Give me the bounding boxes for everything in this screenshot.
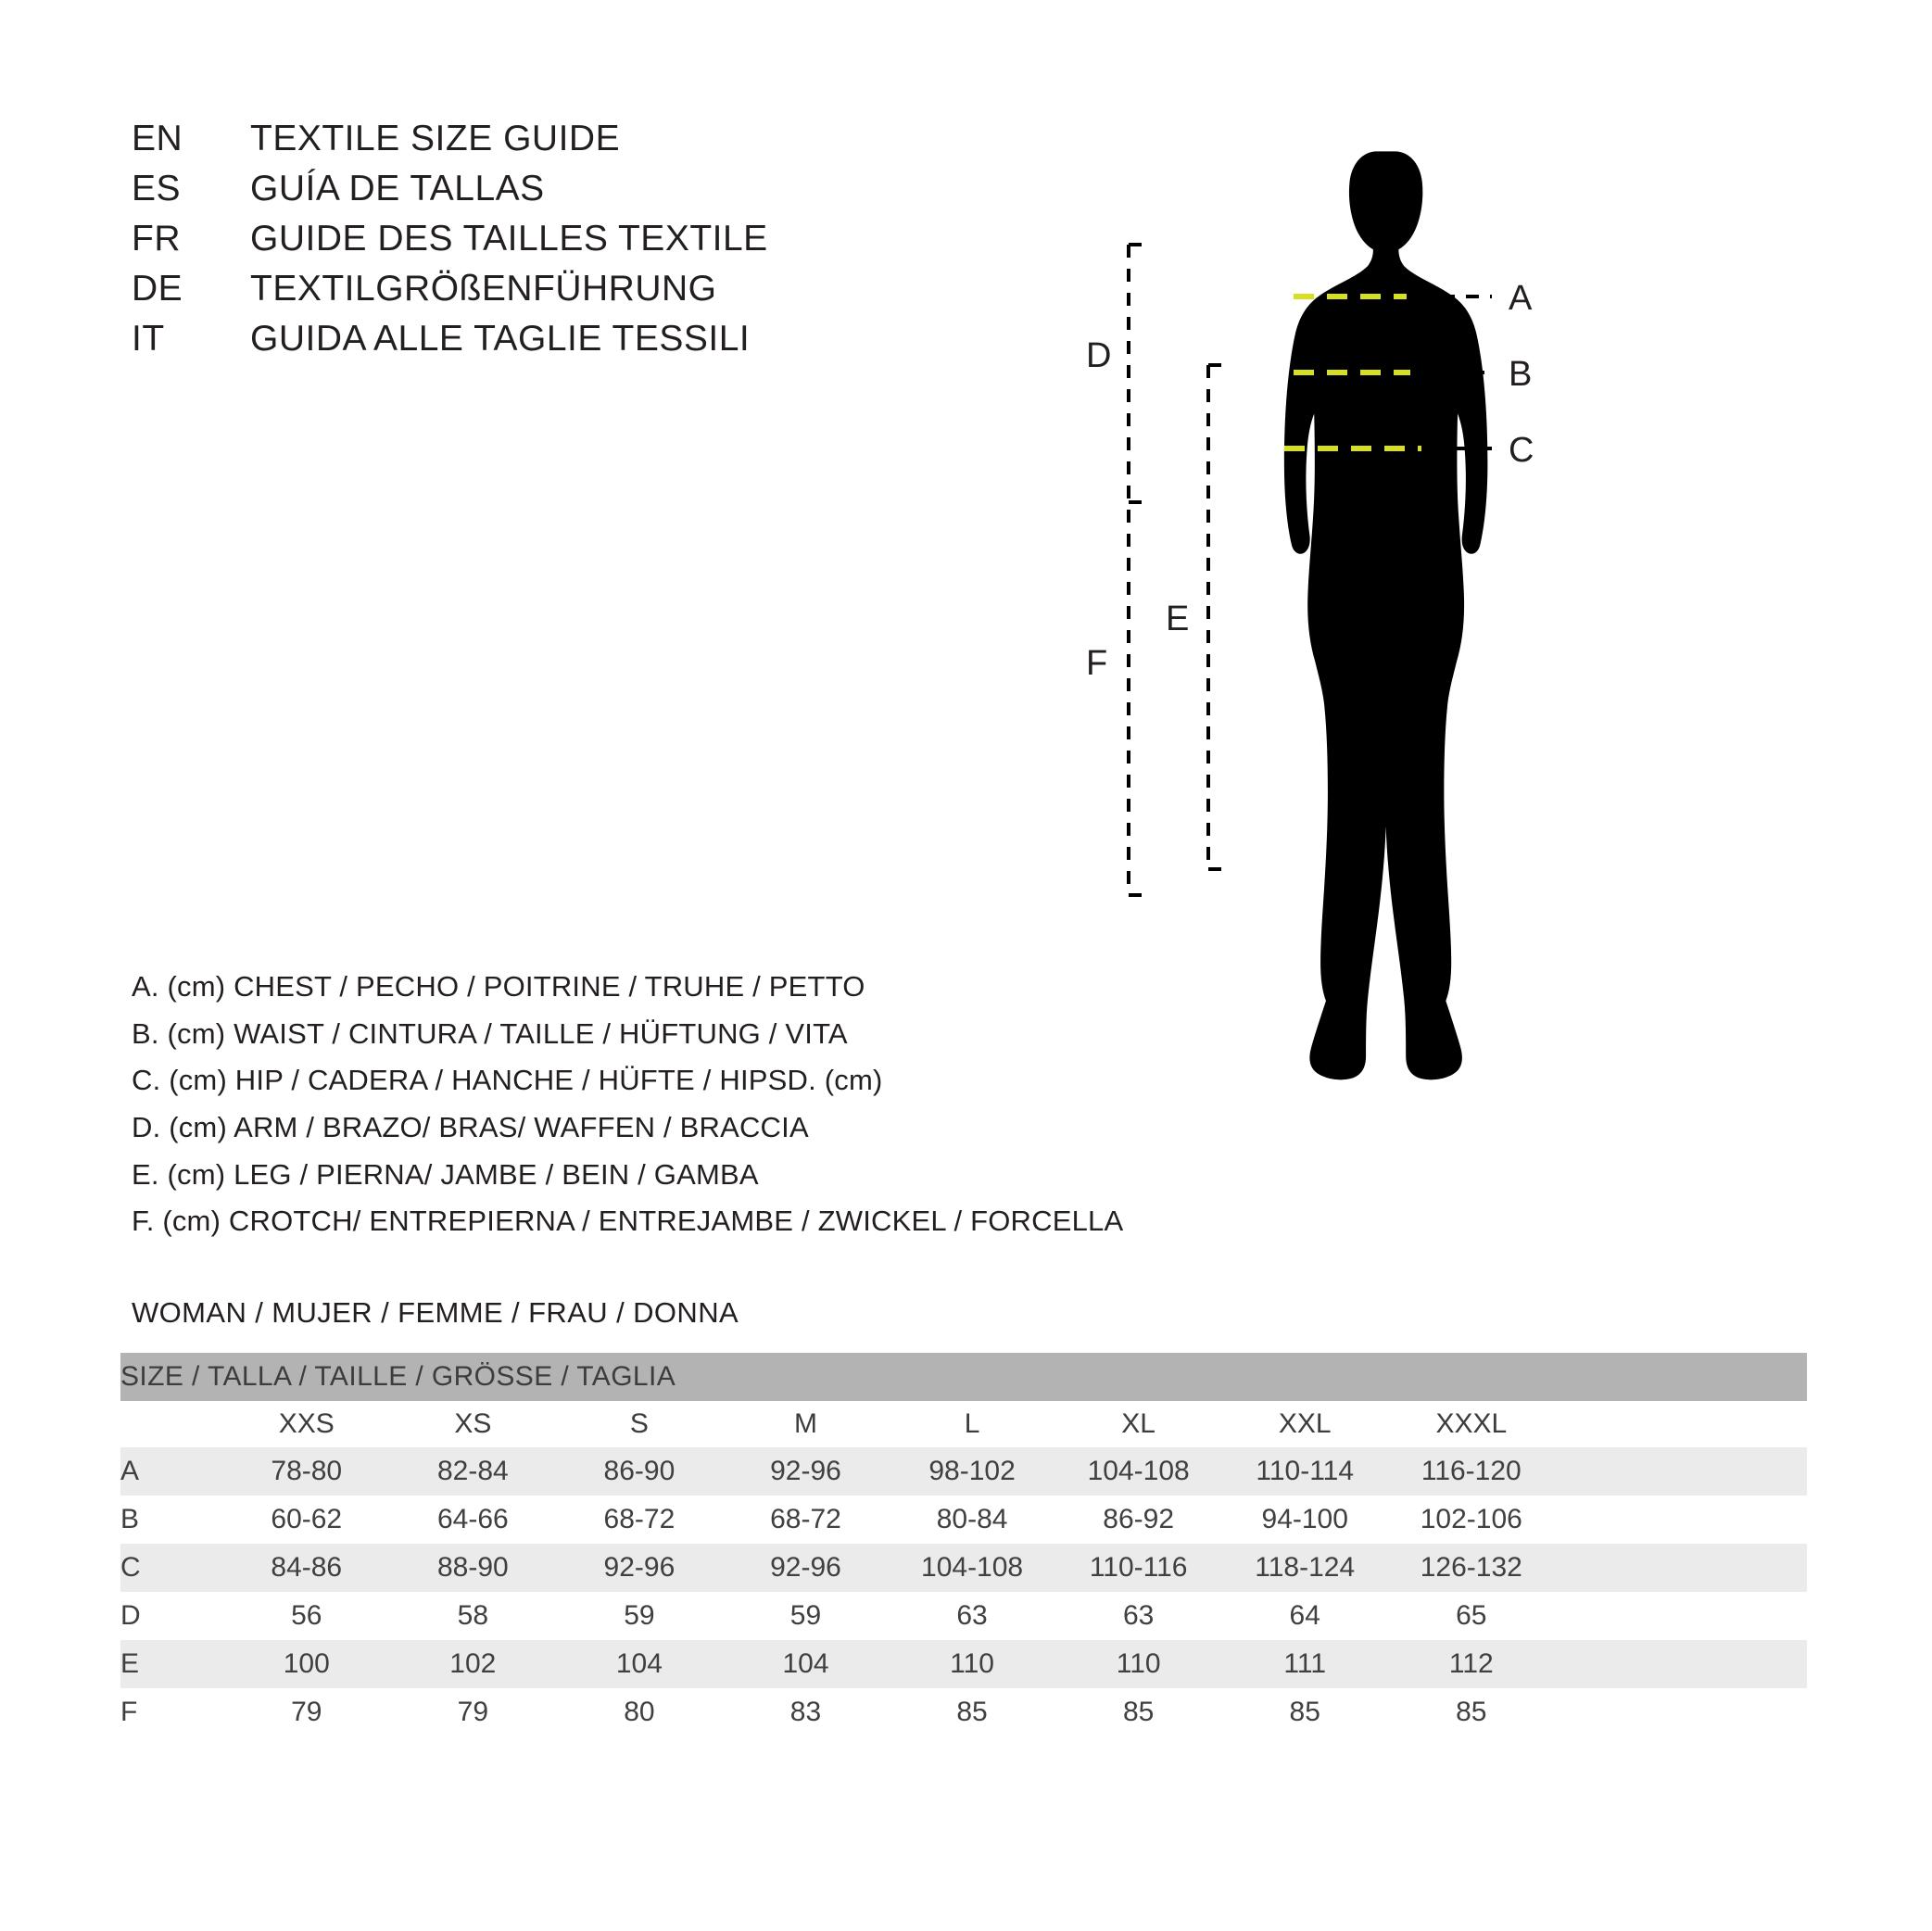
title-row [132, 269, 966, 319]
legend-block [132, 968, 1244, 1250]
legend-item-c: C. (cm) HIP / CADERA / HANCHE / HÜFTE / HIPSD. (cm) [132, 1064, 883, 1097]
table-row [120, 1544, 1807, 1592]
cell-c-xxs: 84-86 [223, 1544, 390, 1592]
title-row [132, 169, 966, 219]
title-text-it: GUIDA ALLE TAGLIE TESSILI [250, 319, 751, 359]
legend-item-e: E. (cm) LEG / PIERNA/ JAMBE / BEIN / GAMBA [132, 1157, 759, 1191]
cell-c-xs: 88-90 [390, 1544, 557, 1592]
header-size-s: S [556, 1401, 723, 1447]
cell-c-xxxl: 126-132 [1388, 1544, 1555, 1592]
cell-e-xxxl: 112 [1388, 1640, 1555, 1688]
title-lang-fr: FR [132, 219, 181, 259]
cell-f-xxl: 85 [1221, 1688, 1388, 1736]
table-row [120, 1688, 1807, 1736]
title-text-de: TEXTILGRÖßENFÜHRUNG [250, 269, 717, 309]
cell-a-xxl: 110-114 [1221, 1447, 1388, 1496]
legend-item-f: F. (cm) CROTCH/ ENTREPIERNA / ENTREJAMBE / ZWICKEL / FORCELLA [132, 1205, 1124, 1238]
row-label-a: A [120, 1447, 223, 1496]
cell-f-xl: 85 [1055, 1688, 1222, 1736]
cell-e-m: 104 [723, 1640, 890, 1688]
cell-f-spacer [1555, 1688, 1807, 1736]
cell-e-xl: 110 [1055, 1640, 1222, 1688]
label-a: A [1509, 279, 1533, 318]
title-lang-de: DE [132, 269, 183, 309]
cell-c-xl: 110-116 [1055, 1544, 1222, 1592]
table-band-header [120, 1353, 1807, 1401]
cell-f-xxs: 79 [223, 1688, 390, 1736]
cell-e-xs: 102 [390, 1640, 557, 1688]
cell-e-spacer [1555, 1640, 1807, 1688]
cell-a-s: 86-90 [556, 1447, 723, 1496]
label-b: B [1509, 355, 1533, 394]
cell-d-xs: 58 [390, 1592, 557, 1640]
size-header-label: SIZE / TALLA / TAILLE / GRÖSSE / TAGLIA [120, 1353, 1807, 1401]
row-label-e: E [120, 1640, 223, 1688]
cell-d-spacer [1555, 1592, 1807, 1640]
cell-b-s: 68-72 [556, 1496, 723, 1544]
table-header-row [120, 1401, 1807, 1447]
size-table [120, 1353, 1807, 1736]
cell-d-s: 59 [556, 1592, 723, 1640]
cell-a-xl: 104-108 [1055, 1447, 1222, 1496]
cell-b-xxxl: 102-106 [1388, 1496, 1555, 1544]
cell-b-l: 80-84 [889, 1496, 1055, 1544]
cell-e-xxs: 100 [223, 1640, 390, 1688]
cell-c-spacer [1555, 1544, 1807, 1592]
cell-e-s: 104 [556, 1640, 723, 1688]
header-spacer [1555, 1401, 1807, 1447]
cell-a-spacer [1555, 1447, 1807, 1496]
cell-a-xxxl: 116-120 [1388, 1447, 1555, 1496]
header-size-xxs: XXS [223, 1401, 390, 1447]
cell-c-s: 92-96 [556, 1544, 723, 1592]
cell-b-xs: 64-66 [390, 1496, 557, 1544]
table-row [120, 1640, 1807, 1688]
legend-item-d: D. (cm) ARM / BRAZO/ BRAS/ WAFFEN / BRACCIA [132, 1111, 809, 1144]
header-size-xl: XL [1055, 1401, 1222, 1447]
title-block [132, 119, 966, 369]
cell-b-xxs: 60-62 [223, 1496, 390, 1544]
row-label-c: C [120, 1544, 223, 1592]
cell-d-xxxl: 65 [1388, 1592, 1555, 1640]
cell-d-xxl: 64 [1221, 1592, 1388, 1640]
cell-d-xl: 63 [1055, 1592, 1222, 1640]
cell-c-l: 104-108 [889, 1544, 1055, 1592]
cell-f-xxxl: 85 [1388, 1688, 1555, 1736]
label-c: C [1509, 431, 1534, 470]
title-lang-en: EN [132, 119, 183, 158]
row-label-f: F [120, 1688, 223, 1736]
header-size-xs: XS [390, 1401, 557, 1447]
header-size-xxxl: XXXL [1388, 1401, 1555, 1447]
label-e: E [1166, 599, 1190, 638]
cell-f-l: 85 [889, 1688, 1055, 1736]
cell-a-l: 98-102 [889, 1447, 1055, 1496]
cell-d-l: 63 [889, 1592, 1055, 1640]
label-f: F [1086, 644, 1108, 683]
cell-f-m: 83 [723, 1688, 890, 1736]
leg-bracket [1208, 365, 1231, 869]
title-row [132, 119, 966, 169]
cell-b-xxl: 94-100 [1221, 1496, 1388, 1544]
group-caption: WOMAN / MUJER / FEMME / FRAU / DONNA [132, 1296, 739, 1329]
row-label-b: B [120, 1496, 223, 1544]
label-d: D [1086, 336, 1112, 375]
title-text-fr: GUIDE DES TAILLES TEXTILE [250, 219, 768, 259]
cell-d-xxs: 56 [223, 1592, 390, 1640]
cell-b-xl: 86-92 [1055, 1496, 1222, 1544]
title-lang-es: ES [132, 169, 182, 208]
cell-b-m: 68-72 [723, 1496, 890, 1544]
cell-c-xxl: 118-124 [1221, 1544, 1388, 1592]
cell-a-m: 92-96 [723, 1447, 890, 1496]
table-row [120, 1592, 1807, 1640]
title-text-es: GUÍA DE TALLAS [250, 169, 545, 208]
title-lang-it: IT [132, 319, 165, 359]
cell-a-xxs: 78-80 [223, 1447, 390, 1496]
title-row [132, 219, 966, 269]
cell-e-l: 110 [889, 1640, 1055, 1688]
cell-c-m: 92-96 [723, 1544, 890, 1592]
legend-item-b: B. (cm) WAIST / CINTURA / TAILLE / HÜFTUNG / VITA [132, 1016, 848, 1050]
woman-silhouette [1112, 74, 1487, 1079]
cell-b-spacer [1555, 1496, 1807, 1544]
cell-e-xxl: 111 [1221, 1640, 1388, 1688]
table-row [120, 1496, 1807, 1544]
cell-a-xs: 82-84 [390, 1447, 557, 1496]
cell-f-s: 80 [556, 1688, 723, 1736]
table-row [120, 1447, 1807, 1496]
header-size-l: L [889, 1401, 1055, 1447]
title-row [132, 319, 966, 369]
header-size-xxl: XXL [1221, 1401, 1388, 1447]
row-label-d: D [120, 1592, 223, 1640]
cell-d-m: 59 [723, 1592, 890, 1640]
crotch-bracket [1129, 245, 1151, 895]
cell-f-xs: 79 [390, 1688, 557, 1736]
title-text-en: TEXTILE SIZE GUIDE [250, 119, 621, 158]
header-corner [120, 1401, 223, 1447]
legend-item-a: A. (cm) CHEST / PECHO / POITRINE / TRUHE / PETTO [132, 970, 865, 1003]
header-size-m: M [723, 1401, 890, 1447]
